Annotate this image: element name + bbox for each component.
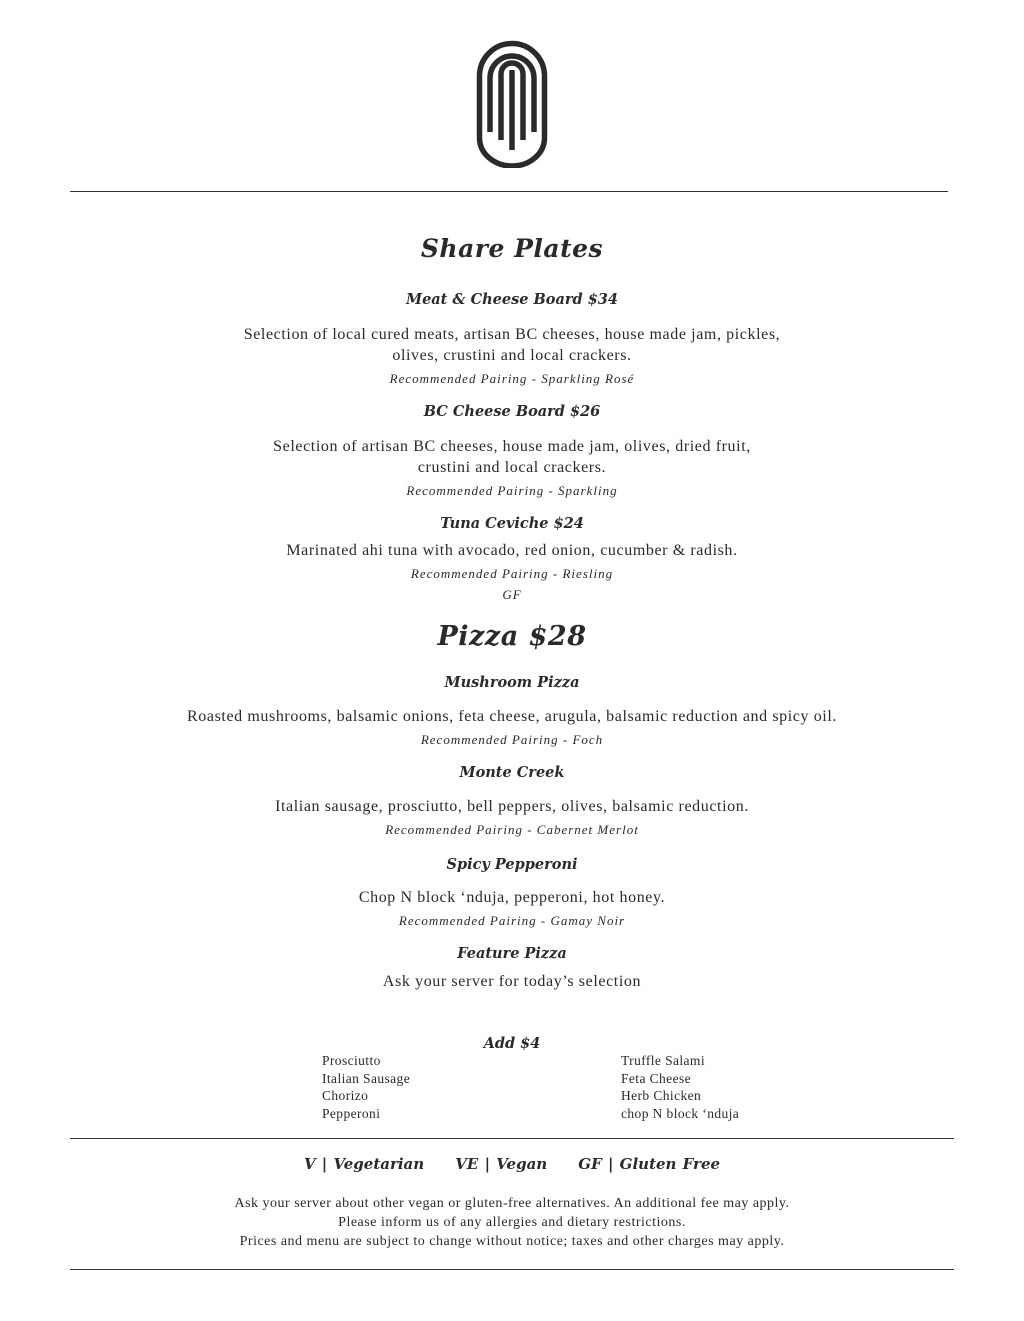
item-title-tuna-ceviche: Tuna Ceviche $24 (440, 515, 584, 532)
item-pairing-bc-cheese-board: Recommended Pairing - Sparkling (406, 483, 618, 498)
item-desc-meat-cheese-board-line1: Selection of local cured meats, artisan BC cheeses, house made jam, pickles, (243, 326, 781, 343)
addon-item: chop N block ‘nduja (621, 1105, 740, 1121)
footer-top-divider (70, 1138, 954, 1139)
item-desc-tuna-ceviche: Marinated ahi tuna with avocado, red onion, cucumber & radish. (286, 542, 738, 559)
footer-note-alternatives: Ask your server about other vegan or gluten-free alternatives. An additional fee may apply. (234, 1196, 790, 1211)
item-title-feature-pizza: Feature Pizza (457, 945, 567, 962)
addons-list-left (322, 1052, 410, 1122)
item-pairing-mushroom-pizza: Recommended Pairing - Foch (420, 732, 604, 747)
item-pairing-meat-cheese-board: Recommended Pairing - Sparkling Rosé (389, 371, 635, 386)
item-title-spicy-pepperoni: Spicy Pepperoni (446, 856, 578, 873)
item-desc-meat-cheese-board-line2: olives, crustini and local crackers. (392, 347, 632, 364)
item-tag-gluten-free: GF (502, 587, 522, 602)
section-title-share-plates: Share Plates (420, 234, 604, 263)
item-desc-bc-cheese-board-line2: crustini and local crackers. (417, 459, 607, 476)
addon-item: Feta Cheese (621, 1070, 692, 1086)
footer-note-prices: Prices and menu are subject to change without notice; taxes and other charges may apply. (239, 1234, 785, 1249)
item-pairing-monte-creek: Recommended Pairing - Cabernet Merlot (385, 822, 639, 837)
item-title-mushroom-pizza: Mushroom Pizza (444, 674, 580, 691)
addon-item: Chorizo (322, 1088, 369, 1103)
item-desc-spicy-pepperoni: Chop N block ‘nduja, pepperoni, hot honey. (358, 889, 666, 906)
section-title-pizza: Pizza $28 (437, 621, 587, 652)
item-pairing-spicy-pepperoni: Recommended Pairing - Gamay Noir (398, 913, 626, 928)
addons-list-right (621, 1052, 739, 1122)
footer-bottom-divider (70, 1269, 954, 1270)
addon-item: Italian Sausage (322, 1070, 411, 1086)
item-title-monte-creek: Monte Creek (459, 764, 565, 781)
item-desc-feature-pizza: Ask your server for today’s selection (382, 973, 642, 990)
item-title-meat-cheese-board: Meat & Cheese Board $34 (406, 291, 618, 308)
restaurant-logo-icon (476, 40, 548, 168)
addons-title: Add $4 (483, 1035, 541, 1052)
footer-note-allergies: Please inform us of any allergies and dietary restrictions. (338, 1215, 686, 1230)
item-pairing-tuna-ceviche: Recommended Pairing - Riesling (410, 566, 614, 581)
item-title-bc-cheese-board: BC Cheese Board $26 (423, 403, 601, 420)
addon-item: Prosciutto (322, 1053, 381, 1068)
top-divider (70, 191, 948, 192)
item-desc-bc-cheese-board-line1: Selection of artisan BC cheeses, house made jam, olives, dried fruit, (273, 438, 751, 455)
dietary-legend: V | Vegetarian VE | Vegan GF | Gluten Free (303, 1155, 721, 1173)
addon-item: Herb Chicken (621, 1088, 702, 1103)
item-desc-mushroom-pizza: Roasted mushrooms, balsamic onions, feta cheese, arugula, balsamic reduction and spicy oil. (187, 708, 837, 725)
addon-item: Pepperoni (322, 1105, 381, 1121)
item-desc-monte-creek: Italian sausage, prosciutto, bell peppers, olives, balsamic reduction. (275, 798, 749, 815)
addon-item: Truffle Salami (621, 1053, 705, 1068)
